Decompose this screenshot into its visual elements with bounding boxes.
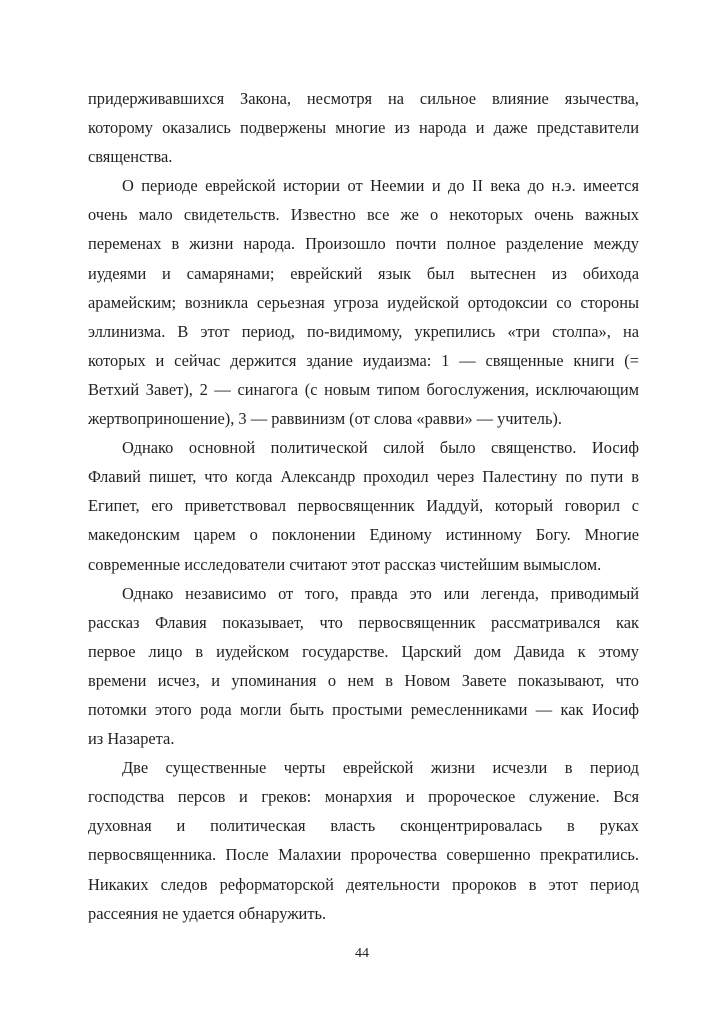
text-line: Однако основной политической силой было священство. Иосиф [122, 438, 639, 458]
text-line: очень мало свидетельств. Известно все же о некоторых очень важных [88, 205, 639, 225]
text-line: первое лицо в иудейском государстве. Царский дом Давида к этому [88, 641, 639, 661]
body-text [88, 84, 639, 928]
text-line: священства. [88, 147, 173, 167]
paragraph [88, 579, 639, 754]
text-line: Ветхий Завет), 2 — синагога (с новым типом богослужения, исключающим [88, 379, 639, 399]
text-line: первосвященника. После Малахии пророчества совершенно прекратились. [88, 845, 639, 865]
text-line: переменах в жизни народа. Произошло почти полное разделение между [88, 234, 639, 254]
paragraph [88, 753, 639, 928]
text-line: арамейским; возникла серьезная угроза иудейской ортодоксии со стороны [88, 292, 639, 312]
text-line: из Назарета. [88, 729, 175, 749]
paragraph [88, 171, 639, 433]
paragraph [88, 433, 639, 578]
text-line: Египет, его приветствовал первосвященник Иаддуй, который говорил с [88, 496, 639, 516]
text-line: Флавий пишет, что когда Александр проходил через Палестину по пути в [88, 467, 639, 487]
text-line: эллинизма. В этот период, по-видимому, укрепились «три столпа», на [88, 321, 639, 341]
text-line: которых и сейчас держится здание иудаизма: 1 — священные книги (= [88, 350, 639, 370]
text-line: Никаких следов реформаторской деятельности пророков в этот период [88, 874, 639, 894]
text-line: духовная и политическая власть сконцентрировалась в руках [88, 816, 639, 836]
text-line: потомки этого рода могли быть простыми ремесленниками — как Иосиф [88, 699, 639, 719]
text-line: Две существенные черты еврейской жизни исчезли в период [122, 758, 639, 778]
text-line: современные исследователи считают этот рассказ чистейшим вымыслом. [88, 554, 602, 574]
text-line: рассеяния не удается обнаружить. [88, 903, 327, 923]
text-line: господства персов и греков: монархия и пророческое служение. Вся [88, 787, 639, 807]
text-line: македонским царем о поклонении Единому истинному Богу. Многие [88, 525, 639, 545]
text-line: рассказ Флавия показывает, что первосвященник рассматривался как [88, 612, 639, 632]
text-line: иудеями и самарянами; еврейский язык был вытеснен из обихода [88, 263, 639, 283]
page-number: 44 [355, 946, 369, 961]
text-line: О периоде еврейской истории от Неемии и до II века до н.э. имеется [122, 176, 639, 196]
text-line: придерживавшихся Закона, несмотря на сильное влияние язычества, [88, 89, 639, 108]
text-line: жертвоприношение), 3 — раввинизм (от слова «равви» — учитель). [88, 409, 562, 429]
text-line: времени исчез, и упоминания о нем в Новом Завете показывают, что [88, 670, 639, 690]
text-line: Однако независимо от того, правда это или легенда, приводимый [122, 583, 639, 603]
text-line: которому оказались подвержены многие из народа и даже представители [88, 118, 639, 138]
paragraph [88, 84, 639, 171]
